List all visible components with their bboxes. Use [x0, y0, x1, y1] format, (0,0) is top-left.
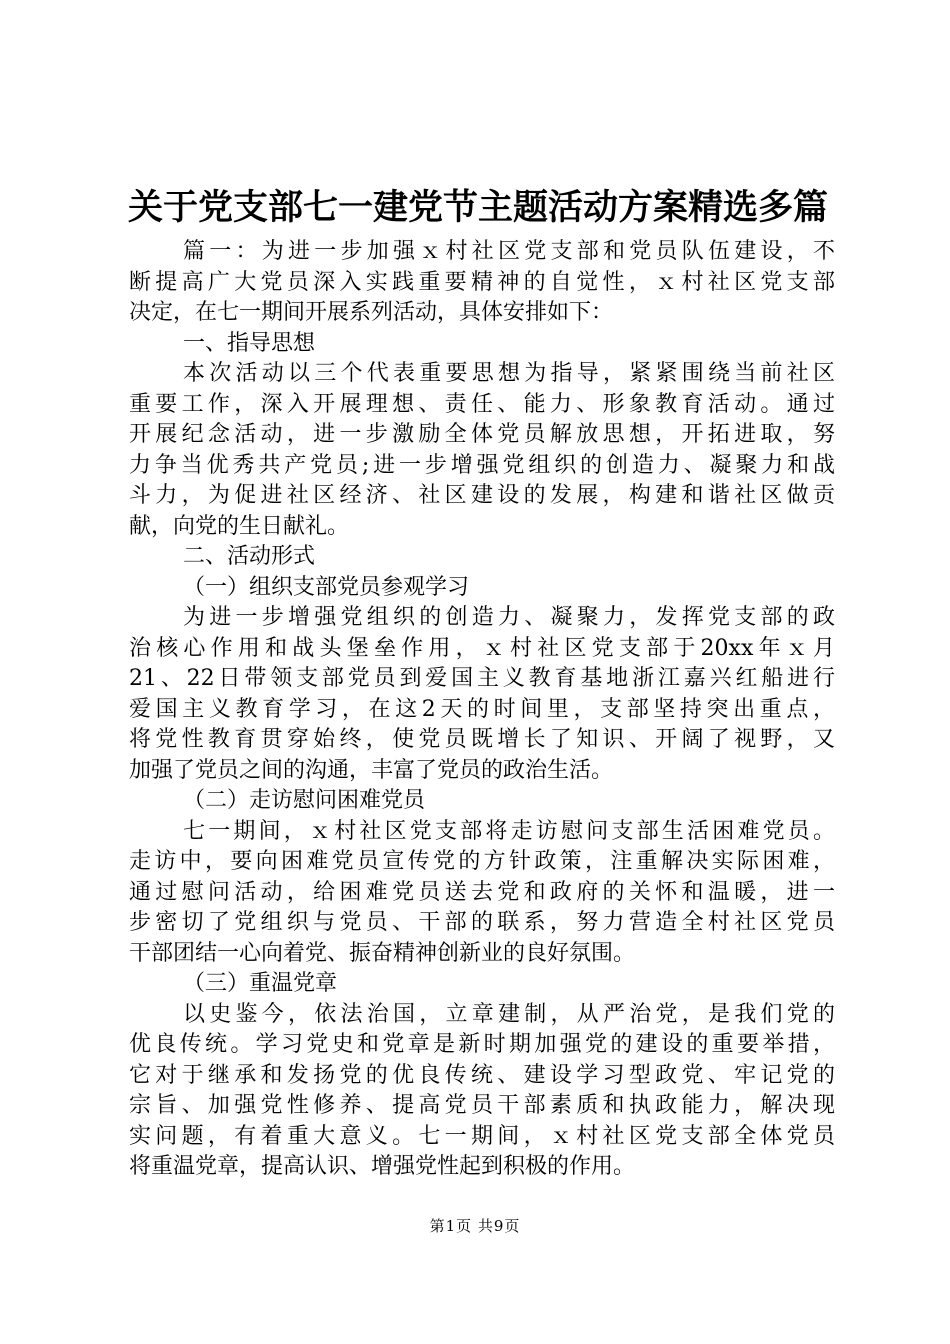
subsection-heading: （一）组织支部党员参观学习: [183, 574, 470, 600]
paragraph-line: 断提高广大党员深入实践重要精神的自觉性，ｘ村社区党支部: [129, 269, 835, 295]
section-heading: 二、活动形式: [183, 544, 316, 569]
paragraph-line: 以史鉴今，依法治国，立章建制，从严治党，是我们党的: [183, 1001, 835, 1027]
paragraph-line: 加强了党员之间的沟通，丰富了党员的政治生活。: [129, 757, 614, 783]
page-number-footer: 第1页 共9页: [429, 1217, 521, 1235]
paragraph-line: 开展纪念活动，进一步激励全体党员解放思想，开拓进取，努: [129, 422, 835, 447]
paragraph-line: 优良传统。学习党史和党章是新时期加强党的建设的重要举措，: [129, 1032, 835, 1057]
paragraph-line: 宗旨、加强党性修养、提高党员干部素质和执政能力，解决现: [129, 1093, 835, 1118]
paragraph-line: 决定，在七一期间开展系列活动，具体安排如下：: [129, 300, 614, 325]
document-body: [129, 237, 835, 1183]
paragraph-line: 篇一：为进一步加强ｘ村社区党支部和党员队伍建设，不: [183, 239, 835, 264]
subsection-heading: （二）走访慰问困难党员: [183, 788, 426, 813]
paragraph-line: 将党性教育贯穿始终，使党员既增长了知识、开阔了视野，又: [129, 727, 835, 752]
paragraph-line: 七一期间，ｘ村社区党支部将走访慰问支部生活困难党员。: [183, 818, 835, 844]
paragraph-line: 重要工作，深入开展理想、责任、能力、形象教育活动。通过: [129, 391, 835, 417]
paragraph-line: 本次活动以三个代表重要思想为指导，紧紧围绕当前社区: [183, 361, 835, 386]
paragraph-line: 斗力，为促进社区经济、社区建设的发展，构建和谐社区做贡: [129, 483, 835, 508]
paragraph-line: 它对于继承和发扬党的优良传统、建设学习型政党、牢记党的: [129, 1062, 835, 1088]
subsection-heading: （三）重温党章: [183, 971, 338, 996]
paragraph-line: 通过慰问活动，给困难党员送去党和政府的关怀和温暖，进一: [129, 879, 835, 905]
paragraph-line: 干部团结一心向着党、振奋精神创新业的良好氛围。: [129, 940, 636, 966]
paragraph-line: 献，向党的生日献礼。: [129, 513, 350, 539]
paragraph-line: 为进一步增强党组织的创造力、凝聚力，发挥党支部的政: [183, 605, 835, 630]
paragraph-line: 实问题，有着重大意义。七一期间，ｘ村社区党支部全体党员: [129, 1123, 835, 1149]
document-title: 关于党支部七一建党节主题活动方案精选多篇: [128, 187, 829, 228]
paragraph-line: 走访中，要向困难党员宣传党的方针政策，注重解决实际困难，: [129, 849, 835, 874]
paragraph-line: 治核心作用和战头堡垒作用，ｘ村社区党支部于20xx年ｘ月: [129, 635, 835, 661]
paragraph-line: 力争当优秀共产党员;进一步增强党组织的创造力、凝聚力和战: [129, 452, 835, 478]
section-heading: 一、指导思想: [183, 330, 316, 356]
paragraph-line: 21、22日带领支部党员到爱国主义教育基地浙江嘉兴红船进行: [129, 666, 835, 691]
paragraph-line: 步密切了党组织与党员、干部的联系，努力营造全村社区党员: [129, 910, 835, 935]
paragraph-line: 爱国主义教育学习，在这2天的时间里，支部坚持突出重点，: [129, 696, 835, 722]
paragraph-line: 将重温党章，提高认识、增强党性起到积极的作用。: [129, 1154, 636, 1179]
